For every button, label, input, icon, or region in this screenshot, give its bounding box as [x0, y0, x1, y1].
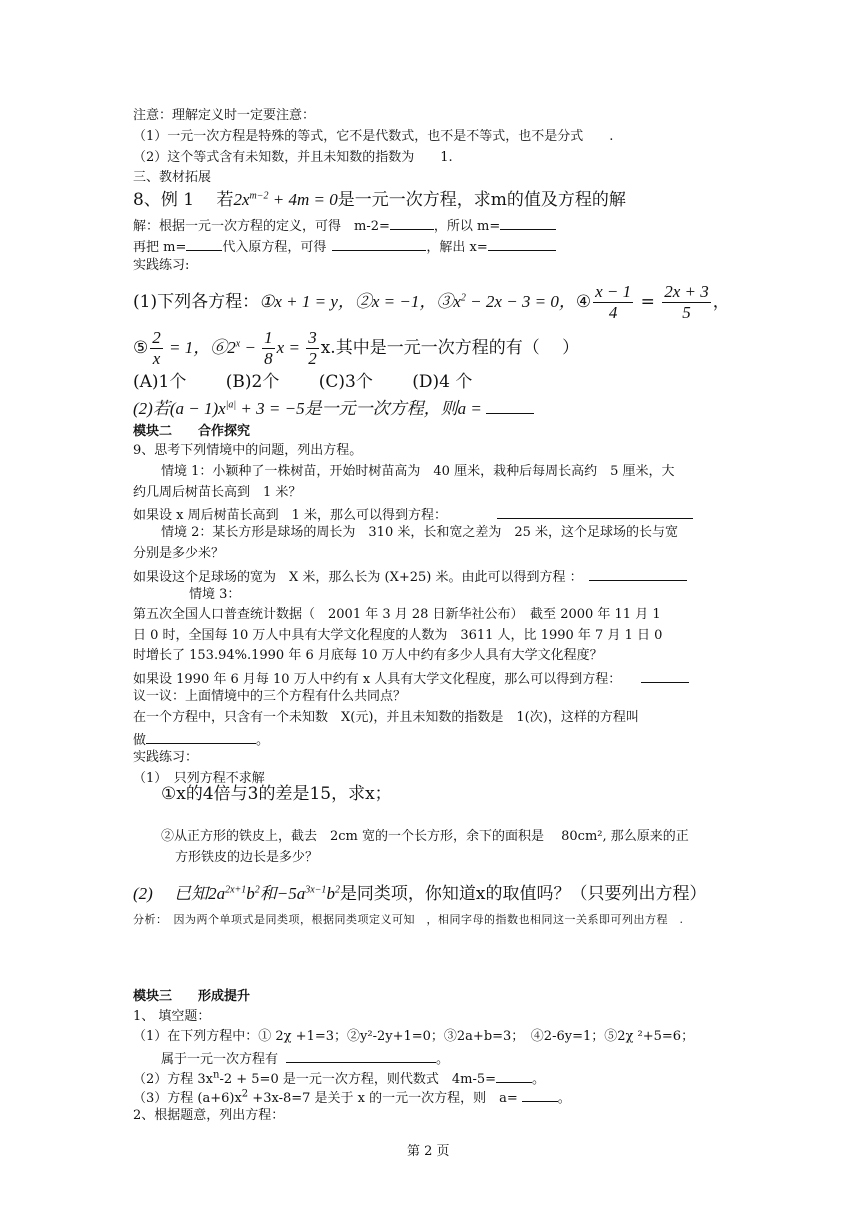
q1-eq-6-sup: x — [235, 338, 241, 350]
solution-line-1 — [133, 215, 556, 236]
fill-in-2-c: 。 — [532, 1072, 546, 1087]
q1-fraction-2 — [662, 282, 711, 323]
scenario-2-prompt: 如果设这个足球场的宽为 X 米，那么长为 (X+25) 米。由此可以得到方程 ： — [133, 570, 583, 585]
q2-part-a: (2)若(a − 1)x — [133, 399, 226, 418]
q1-equals: = — [635, 292, 661, 312]
question-2-title: 2、根据题意，列出方程： — [133, 1108, 285, 1123]
module-3-title: 模块三 形成提升 — [133, 989, 251, 1004]
answer-blank-m-minus-2[interactable] — [390, 215, 434, 230]
practice-2-question-1: ①x的4倍与3的差是15，求x； — [161, 784, 392, 804]
q1-eq-3a: ③x — [436, 292, 461, 311]
example-1-eq-sup: m−2 — [249, 190, 269, 202]
fill-in-3-b: +3x-8=7 是关于 x 的一元一次方程，则 a= — [248, 1091, 518, 1106]
practice-title-1: 实践练习: — [133, 258, 190, 273]
p2-sup-4: 2 — [334, 884, 340, 896]
solution-text-d: 代入原方程，可得 — [222, 240, 327, 255]
practice-title-2: 实践练习： — [133, 750, 199, 765]
q1-eq-1: ①x + 1 = y， — [259, 292, 355, 311]
scenario-3-line-1: 第五次全国人口普查统计数据（ 2001 年 3 月 28 日新华社公布） 截至 2000 年 11 月 1 — [133, 607, 661, 622]
q1-fraction-4-den: 8 — [264, 349, 273, 368]
solution-text-b: ，所以 m= — [433, 219, 501, 234]
p2-sup-1: 2x+1 — [225, 884, 247, 896]
q1-fraction-1-num: x − 1 — [595, 282, 632, 301]
fill-in-2 — [133, 1068, 545, 1089]
q1-eq-5-post: = 1， — [164, 338, 211, 357]
summary-line-1: 在一个方程中，只含有一个未知数 X(元)，并且未知数的指数是 1(次)，这样的方程叫 — [133, 710, 639, 725]
example-1-prefix: 8、例 1 若 — [133, 190, 234, 210]
p2-part-c: 和−5a — [259, 884, 306, 903]
q2-part-b: + 3 = −5是一元一次方程，则a = — [236, 399, 487, 418]
answer-blank-linear-equations[interactable] — [286, 1048, 436, 1063]
practice-2-question-2-line-2: 方形铁皮的边长是多少？ — [175, 850, 319, 865]
practice-2-part-2 — [133, 882, 707, 906]
q2-sup: |a| — [225, 399, 237, 411]
q1-fraction-4-num: 1 — [264, 328, 273, 347]
scenario-2-line-1: 情境 2：某长方形是球场的周长为 310 米，长和宽之差为 25 米，这个足球场的长与宽 — [161, 525, 679, 540]
module-2-title: 模块二 合作探究 — [133, 424, 251, 439]
fill-in-title: 1、 填空题： — [133, 1009, 211, 1024]
solution-text-c: 再把 m= — [133, 240, 187, 255]
fill-in-3 — [133, 1087, 571, 1108]
q1-eq-4-pre: ④ — [575, 292, 592, 312]
q1-eq-6d: x.其中是一元一次方程的有（ ） — [320, 338, 580, 358]
discussion-prompt: 议一议：上面情境中的三个方程有什么共同点？ — [133, 689, 407, 704]
solution-text-e: ，解出 x= — [426, 240, 488, 255]
scenario-3-prompt: 如果设 1990 年 6 月每 10 万人中约有 x 人具有大学文化程度，那么可以得到方程： — [133, 672, 622, 687]
note-point-2: （2）这个等式含有未知数，并且未知数的指数为 1. — [133, 150, 453, 165]
q1-fraction-2-num: 2x + 3 — [664, 282, 709, 301]
scenario-3-line-3: 时增长了 153.94%.1990 年 6 月底每 10 万人中约有多少人具有大学文化程度？ — [133, 648, 603, 663]
fill-in-3-sup: 2 — [241, 1088, 249, 1100]
scenario-3-label: 情境 3： — [189, 587, 241, 602]
q1-fraction-3-num: 2 — [152, 328, 161, 347]
answer-blank-scenario-2[interactable] — [589, 566, 687, 581]
answer-blank-scenario-1[interactable] — [497, 504, 693, 519]
example-1-eq-b: + 4m = 0 — [268, 190, 338, 209]
p2-part-e: 是同类项，你知道x的取值吗？（只要列出方程） — [339, 884, 707, 904]
scenario-1-line-3 — [133, 504, 693, 525]
p2-part-d: b — [326, 884, 335, 903]
fill-in-2-a: （2）方程 3x — [133, 1072, 214, 1087]
fill-in-1-line-2 — [161, 1048, 449, 1069]
q1-eq-3-sup: 2 — [460, 292, 466, 304]
page-number: 第 2 页 — [407, 1144, 450, 1159]
scenario-3-line-4 — [133, 668, 689, 689]
answer-blank-definition[interactable] — [146, 729, 256, 744]
q1-fraction-3-den: x — [152, 349, 161, 368]
analysis-note: 分析： 因为两个单项式是同类项，根据同类项定义可知 ，相同字母的指数也相同这一关系即可列出方程 . — [133, 913, 684, 926]
q1-fraction-1 — [593, 282, 633, 323]
summary-text-b: 。 — [256, 733, 270, 748]
fill-in-1-prompt: 属于一元一次方程有 — [161, 1052, 279, 1067]
q1-fraction-4 — [262, 328, 275, 369]
practice-2-part-1-label: （1） 只列方程不求解 — [133, 771, 265, 786]
summary-line-2 — [133, 729, 269, 750]
q1-eq-3b: − 2x − 3 = 0， — [465, 292, 576, 311]
summary-text-a: 做 — [133, 733, 147, 748]
q1-eq-6a: ⑥2 — [210, 338, 236, 357]
scenario-1-line-1: 情境 1：小颖种了一株树苗，开始时树苗高为 40 厘米，栽种后每周长高约 5 厘米，大 — [161, 464, 675, 479]
note-title: 注意：理解定义时一定要注意： — [133, 108, 316, 123]
q1-fraction-5-den: 2 — [308, 349, 317, 368]
note-point-1: （1）一元一次方程是特殊的等式，它不是代数式，也不是不等式，也不是分式 . — [133, 129, 614, 144]
answer-blank-m-value[interactable] — [186, 236, 222, 251]
scenario-2-line-3 — [133, 566, 687, 587]
answer-blank-a[interactable] — [486, 397, 534, 414]
answer-blank-scenario-3[interactable] — [641, 668, 689, 683]
p2-sup-2: 2 — [254, 884, 260, 896]
p2-part-a: (2) 已知2a — [133, 884, 226, 903]
q1-eq-6c: x = — [276, 338, 305, 357]
answer-blank-4m-5[interactable] — [496, 1068, 532, 1083]
fill-in-3-c: 。 — [557, 1091, 571, 1106]
p2-part-b: b — [246, 884, 255, 903]
fill-in-3-a: （3）方程 (a+6)x — [133, 1091, 242, 1106]
practice-1-question-1-line-1 — [133, 278, 730, 326]
scenario-1-prompt: 如果设 x 周后树苗长高到 1 米，那么可以得到方程： — [133, 508, 447, 523]
q1-intro: (1)下列各方程： — [133, 292, 260, 312]
example-1-eq-a: 2x — [233, 190, 250, 209]
scenario-1-line-2: 约几周后树苗长高到 1 米？ — [133, 485, 302, 500]
q1-fraction-5 — [306, 328, 319, 369]
q1-eq-4-post: ， — [712, 292, 730, 312]
q1-fraction-1-den: 4 — [608, 303, 618, 322]
example-1-suffix: 是一元一次方程，求m的值及方程的解 — [337, 190, 626, 210]
example-1 — [133, 188, 626, 212]
fill-in-1-end: 。 — [436, 1052, 450, 1067]
fill-in-2-sup: n — [213, 1069, 220, 1081]
scenario-3-line-2: 日 0 时，全国每 10 万人中具有大学文化程度的人数为 3611 人，比 1990 年 7 月 1 日 0 — [133, 628, 663, 643]
q1-eq-2: ②x = −1， — [354, 292, 437, 311]
section-title-3: 三、教材拓展 — [133, 170, 212, 185]
q1-fraction-5-num: 3 — [308, 328, 317, 347]
answer-blank-x[interactable] — [488, 236, 556, 251]
scenario-2-line-2: 分别是多少米？ — [133, 546, 225, 561]
fill-in-2-b: -2 + 5=0 是一元一次方程，则代数式 4m-5= — [219, 1072, 497, 1087]
q1-options: (A)1个 (B)2个 (C)3个 (D)4 个 — [133, 372, 473, 392]
solution-text-a: 解：根据一元一次方程的定义，可得 m-2= — [133, 219, 390, 234]
solution-line-2 — [133, 236, 556, 257]
practice-2-question-2-line-1: ②从正方形的铁皮上，截去 2cm 宽的一个长方形，余下的面积是 80cm², 那么原来的正 — [161, 829, 689, 844]
practice-1-question-2 — [133, 397, 534, 421]
q1-eq-6b: − — [240, 338, 261, 357]
practice-1-question-1-line-2 — [133, 324, 579, 372]
q1-fraction-3 — [150, 328, 163, 369]
answer-blank-a-value[interactable] — [522, 1087, 558, 1102]
answer-blank-equation[interactable] — [332, 236, 426, 251]
fill-in-1-line-1: （1）在下列方程中：① 2χ +1=3；②y²-2y+1=0；③2a+b=3； ④2-6y=1；⑤2χ ²+5=6； — [133, 1029, 695, 1044]
p2-sup-3: 3x−1 — [305, 884, 327, 896]
q1-fraction-2-den: 5 — [682, 303, 691, 322]
answer-blank-m[interactable] — [500, 215, 556, 230]
q1-eq-5-pre: ⑤ — [133, 338, 149, 358]
question-9: 9、思考下列情境中的问题，列出方程。 — [133, 443, 363, 458]
